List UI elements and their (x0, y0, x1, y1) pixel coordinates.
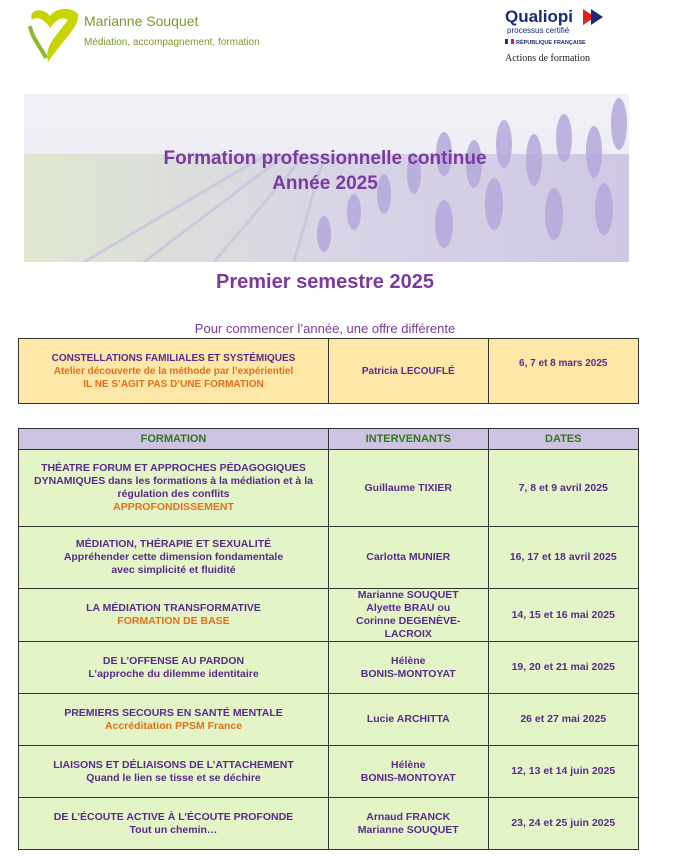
row-formation (19, 746, 329, 798)
row-subtitle: Tout un chemin… (129, 823, 218, 836)
row-title: THÉATRE FORUM ET APPROCHES PÉDAGOGIQUES (41, 462, 306, 474)
row-formation (19, 527, 329, 589)
row-speaker: Marianne SOUQUET (357, 823, 459, 836)
row-dates: 12, 13 et 14 juin 2025 (488, 746, 639, 798)
row-title-part: DYNAMIQUES (34, 475, 106, 487)
banner-title-line-2: Année 2025 (272, 173, 378, 194)
offer-dates: 6, 7 et 8 mars 2025 (488, 339, 639, 404)
row-subtitle: L’approche du dilemme identitaire (88, 667, 259, 680)
row-formation (19, 798, 329, 850)
row-title: LIAISONS ET DÉLIAISONS DE L’ATTACHEMENT (53, 758, 294, 771)
row-speakers (329, 589, 489, 642)
row-subtitle: Appréhender cette dimension fondamentale (63, 551, 284, 563)
brand-tagline: Médiation, accompagnement, formation (84, 37, 260, 48)
row-speakers: Lucie ARCHITTA (329, 694, 489, 746)
row-formation (19, 694, 329, 746)
table-row (19, 746, 639, 798)
qualiopi-logo (503, 6, 613, 50)
qualiopi-arrow-icon-2 (591, 9, 603, 25)
row-speakers (329, 642, 489, 694)
row-dates: 23, 24 et 25 juin 2025 (488, 798, 639, 850)
offer-subtitle: Atelier découverte de la méthode par l’expérientiel (53, 365, 294, 377)
row-dates: 19, 20 et 21 mai 2025 (488, 642, 639, 694)
row-dates: 26 et 27 mai 2025 (488, 694, 639, 746)
row-speaker: Marianne SOUQUET (357, 589, 459, 601)
column-header-intervenants: INTERVENANTS (329, 429, 489, 450)
row-subtitle (23, 475, 324, 488)
brand-logo-heart-icon (26, 6, 84, 66)
table-row (19, 589, 639, 642)
row-subtitle-part: dans les formations à la médiation et à la (105, 475, 313, 487)
trainings-table (18, 428, 639, 850)
offer-table (18, 338, 639, 404)
row-title: DE L’OFFENSE AU PARDON (102, 654, 245, 667)
row-speaker: Alyette BRAU ou (366, 602, 451, 614)
row-formation (19, 642, 329, 694)
offer-formation-cell (19, 339, 329, 404)
row-formation (19, 589, 329, 642)
row-dates: 16, 17 et 18 avril 2025 (488, 527, 639, 589)
column-header-dates: DATES (488, 429, 639, 450)
table-header-row (19, 429, 639, 450)
row-title: LA MÉDIATION TRANSFORMATIVE (86, 602, 261, 614)
column-header-formation: FORMATION (19, 429, 329, 450)
intro-text: Pour commencer l’année, une offre différente (194, 321, 456, 336)
row-speakers (329, 798, 489, 850)
row-speaker: Hélène (391, 654, 426, 667)
table-row (19, 798, 639, 850)
row-speakers: Carlotta MUNIER (329, 527, 489, 589)
qualiopi-logo-text: Qualiopi (505, 7, 573, 26)
row-title: PREMIERS SECOURS EN SANTÉ MENTALE (64, 706, 283, 719)
row-title: MÉDIATION, THÉRAPIE ET SEXUALITÉ (75, 538, 272, 550)
banner-title-line-1: Formation professionnelle continue (163, 148, 487, 169)
table-row (19, 694, 639, 746)
offer-speaker: Patricia LECOUFLÉ (329, 339, 489, 404)
row-speaker: Hélène (391, 758, 426, 771)
row-speaker: Arnaud FRANCK (366, 810, 451, 823)
qualiopi-republic: RÉPUBLIQUE FRANÇAISE (516, 40, 586, 46)
row-subtitle-line: avec simplicité et fluidité (111, 564, 236, 576)
offer-note: IL NE S’AGIT PAS D’UNE FORMATION (83, 378, 264, 390)
row-tag: APPROFONDISSEMENT (113, 501, 234, 513)
table-row (19, 527, 639, 589)
offer-row (19, 339, 639, 404)
table-row (19, 450, 639, 527)
brand-name: Marianne Souquet (84, 13, 199, 29)
row-dates: 7, 8 et 9 avril 2025 (488, 450, 639, 527)
row-speaker: Corinne DEGENÈVE-LACROIX (356, 615, 461, 640)
row-title: DE L’ÉCOUTE ACTIVE À L’ÉCOUTE PROFONDE (53, 810, 294, 823)
row-tag: FORMATION DE BASE (117, 615, 230, 627)
qualiopi-subtitle: processus certifié (507, 26, 570, 35)
row-dates: 14, 15 et 16 mai 2025 (488, 589, 639, 642)
row-speaker: BONIS-MONTOYAT (360, 771, 456, 784)
row-subtitle-line: régulation des conflits (117, 488, 230, 500)
row-formation (19, 450, 329, 527)
row-speaker: BONIS-MONTOYAT (360, 667, 456, 680)
semester-title: Premier semestre 2025 (216, 271, 434, 293)
table-row (19, 642, 639, 694)
row-speakers (329, 746, 489, 798)
row-tag: Accréditation PPSM France (104, 719, 243, 732)
actions-label: Actions de formation (505, 53, 590, 64)
offer-title: CONSTELLATIONS FAMILIALES ET SYSTÉMIQUES (51, 352, 296, 364)
row-speakers: Guillaume TIXIER (329, 450, 489, 527)
row-subtitle: Quand le lien se tisse et se déchire (86, 771, 261, 784)
